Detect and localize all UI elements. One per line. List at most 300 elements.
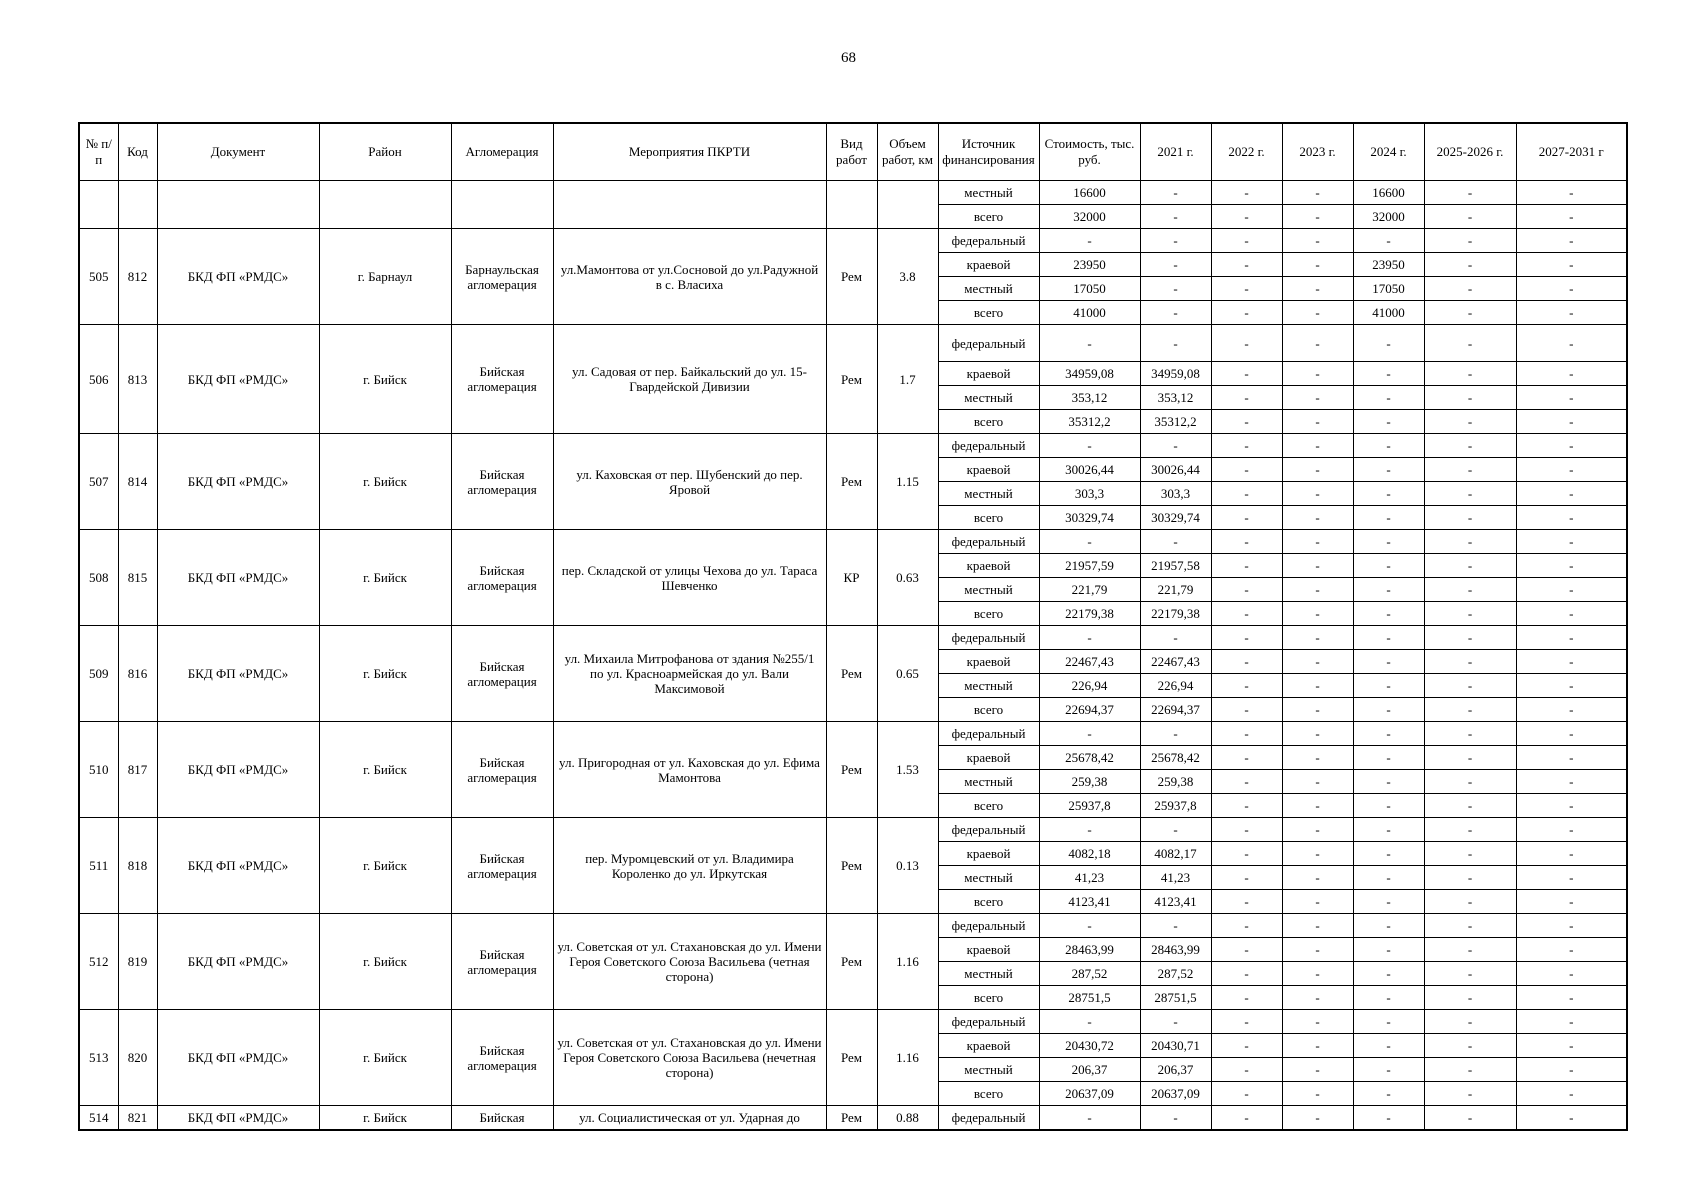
item-volume: 0.63	[877, 530, 938, 626]
year-2022-cell: -	[1211, 410, 1282, 434]
cost-cell: 41,23	[1039, 866, 1140, 890]
year-2023-cell: -	[1282, 1058, 1353, 1082]
year-2024-cell: -	[1353, 410, 1424, 434]
year-2024-cell: -	[1353, 794, 1424, 818]
year-2027-2031-cell: -	[1516, 938, 1627, 962]
item-volume: 1.53	[877, 722, 938, 818]
funding-source: всего	[938, 698, 1039, 722]
year-2022-cell: -	[1211, 554, 1282, 578]
year-2024-cell: -	[1353, 842, 1424, 866]
item-district: г. Бийск	[319, 722, 451, 818]
item-work-type: Рем	[826, 434, 877, 530]
year-2022-cell: -	[1211, 794, 1282, 818]
year-2022-cell: -	[1211, 362, 1282, 386]
year-2023-cell: -	[1282, 362, 1353, 386]
year-2024-cell: -	[1353, 482, 1424, 506]
item-event: ул. Михаила Митрофанова от здания №255/1 по ул. Красноармейская до ул. Вали Максимовой	[553, 626, 826, 722]
item-agglomeration: Бийская агломерация	[451, 914, 553, 1010]
year-2027-2031-cell: -	[1516, 602, 1627, 626]
year-2027-2031-cell: -	[1516, 626, 1627, 650]
cost-cell: 32000	[1039, 205, 1140, 229]
year-2027-2031-cell: -	[1516, 554, 1627, 578]
year-2027-2031-cell: -	[1516, 1082, 1627, 1106]
table-row	[79, 914, 1627, 938]
funding-source: всего	[938, 794, 1039, 818]
item-district: г. Бийск	[319, 914, 451, 1010]
item-district	[319, 181, 451, 229]
year-2022-cell: -	[1211, 325, 1282, 362]
item-work-type: Рем	[826, 722, 877, 818]
year-2022-cell: -	[1211, 650, 1282, 674]
item-event: ул. Садовая от пер. Байкальский до ул. 15-Гвардейской Дивизии	[553, 325, 826, 434]
item-agglomeration	[451, 181, 553, 229]
item-number: 510	[79, 722, 118, 818]
item-agglomeration: Бийская агломерация	[451, 530, 553, 626]
year-2021-cell: -	[1140, 1106, 1211, 1131]
year-2024-cell: -	[1353, 602, 1424, 626]
year-2025-2026-cell: -	[1424, 890, 1516, 914]
year-2022-cell: -	[1211, 530, 1282, 554]
item-number: 509	[79, 626, 118, 722]
year-2021-cell: 287,52	[1140, 962, 1211, 986]
year-2021-cell: -	[1140, 301, 1211, 325]
year-2021-cell: 28751,5	[1140, 986, 1211, 1010]
year-2022-cell: -	[1211, 458, 1282, 482]
funding-source: местный	[938, 482, 1039, 506]
item-document	[157, 181, 319, 229]
year-2023-cell: -	[1282, 650, 1353, 674]
year-2024-cell: -	[1353, 698, 1424, 722]
year-2022-cell: -	[1211, 1010, 1282, 1034]
item-volume: 1.7	[877, 325, 938, 434]
item-event: ул. Социалистическая от ул. Ударная до	[553, 1106, 826, 1131]
item-district: г. Бийск	[319, 818, 451, 914]
year-2025-2026-cell: -	[1424, 253, 1516, 277]
item-event: ул. Каховская от пер. Шубенский до пер. Яровой	[553, 434, 826, 530]
year-2027-2031-cell: -	[1516, 434, 1627, 458]
year-2021-cell: 4082,17	[1140, 842, 1211, 866]
item-event: ул. Пригородная от ул. Каховская до ул. Ефима Мамонтова	[553, 722, 826, 818]
year-2022-cell: -	[1211, 746, 1282, 770]
item-district: г. Бийск	[319, 325, 451, 434]
year-2025-2026-cell: -	[1424, 770, 1516, 794]
year-2021-cell: 221,79	[1140, 578, 1211, 602]
item-work-type	[826, 181, 877, 229]
item-work-type: Рем	[826, 818, 877, 914]
cost-cell: 221,79	[1039, 578, 1140, 602]
year-2022-cell: -	[1211, 1058, 1282, 1082]
year-2022-cell: -	[1211, 962, 1282, 986]
cost-cell: 28751,5	[1039, 986, 1140, 1010]
year-2027-2031-cell: -	[1516, 1010, 1627, 1034]
year-2027-2031-cell: -	[1516, 842, 1627, 866]
year-2024-cell: 16600	[1353, 181, 1424, 205]
item-work-type: Рем	[826, 626, 877, 722]
cost-cell: 34959,08	[1039, 362, 1140, 386]
item-work-type: Рем	[826, 1010, 877, 1106]
year-2021-cell: -	[1140, 722, 1211, 746]
year-2023-cell: -	[1282, 205, 1353, 229]
col-district-header: Район	[319, 123, 451, 181]
year-2025-2026-cell: -	[1424, 410, 1516, 434]
page-number: 68	[841, 50, 856, 66]
item-document: БКД ФП «РМДС»	[157, 722, 319, 818]
cost-cell: 30026,44	[1039, 458, 1140, 482]
year-2027-2031-cell: -	[1516, 674, 1627, 698]
year-2027-2031-cell: -	[1516, 1058, 1627, 1082]
year-2022-cell: -	[1211, 626, 1282, 650]
year-2025-2026-cell: -	[1424, 746, 1516, 770]
item-event: ул. Советская от ул. Стахановская до ул. Имени Героя Советского Союза Васильева (четная сторона)	[553, 914, 826, 1010]
year-2024-cell: -	[1353, 578, 1424, 602]
year-2022-cell: -	[1211, 434, 1282, 458]
item-number: 511	[79, 818, 118, 914]
year-2027-2031-cell: -	[1516, 794, 1627, 818]
col-2021-header: 2021 г.	[1140, 123, 1211, 181]
cost-cell: 20430,72	[1039, 1034, 1140, 1058]
year-2023-cell: -	[1282, 181, 1353, 205]
year-2021-cell: -	[1140, 325, 1211, 362]
year-2027-2031-cell: -	[1516, 650, 1627, 674]
year-2024-cell: -	[1353, 770, 1424, 794]
year-2021-cell: 30329,74	[1140, 506, 1211, 530]
funding-source: краевой	[938, 362, 1039, 386]
cost-cell: 22467,43	[1039, 650, 1140, 674]
year-2027-2031-cell: -	[1516, 770, 1627, 794]
funding-source: всего	[938, 602, 1039, 626]
funding-source: всего	[938, 205, 1039, 229]
cost-cell: -	[1039, 722, 1140, 746]
year-2021-cell: -	[1140, 229, 1211, 253]
cost-cell: -	[1039, 434, 1140, 458]
year-2022-cell: -	[1211, 277, 1282, 301]
year-2023-cell: -	[1282, 818, 1353, 842]
table-row	[79, 722, 1627, 746]
year-2022-cell: -	[1211, 842, 1282, 866]
col-document-header: Документ	[157, 123, 319, 181]
year-2027-2031-cell: -	[1516, 362, 1627, 386]
year-2021-cell: 35312,2	[1140, 410, 1211, 434]
funding-source: всего	[938, 1082, 1039, 1106]
item-volume: 0.13	[877, 818, 938, 914]
year-2023-cell: -	[1282, 434, 1353, 458]
item-work-type: Рем	[826, 914, 877, 1010]
year-2025-2026-cell: -	[1424, 674, 1516, 698]
year-2027-2031-cell: -	[1516, 1034, 1627, 1058]
year-2025-2026-cell: -	[1424, 530, 1516, 554]
funding-source: местный	[938, 386, 1039, 410]
year-2023-cell: -	[1282, 530, 1353, 554]
year-2021-cell: 21957,58	[1140, 554, 1211, 578]
year-2023-cell: -	[1282, 914, 1353, 938]
year-2025-2026-cell: -	[1424, 277, 1516, 301]
year-2022-cell: -	[1211, 818, 1282, 842]
item-document: БКД ФП «РМДС»	[157, 818, 319, 914]
year-2024-cell: -	[1353, 1010, 1424, 1034]
year-2027-2031-cell: -	[1516, 530, 1627, 554]
cost-cell: 25678,42	[1039, 746, 1140, 770]
year-2022-cell: -	[1211, 914, 1282, 938]
item-code: 813	[118, 325, 157, 434]
funding-source: федеральный	[938, 722, 1039, 746]
year-2024-cell: -	[1353, 1058, 1424, 1082]
year-2027-2031-cell: -	[1516, 253, 1627, 277]
item-number: 508	[79, 530, 118, 626]
year-2022-cell: -	[1211, 770, 1282, 794]
year-2023-cell: -	[1282, 229, 1353, 253]
year-2023-cell: -	[1282, 866, 1353, 890]
year-2024-cell: -	[1353, 746, 1424, 770]
year-2023-cell: -	[1282, 1034, 1353, 1058]
year-2024-cell: -	[1353, 722, 1424, 746]
item-event: ул. Советская от ул. Стахановская до ул. Имени Героя Советского Союза Васильева (нечетная сторона)	[553, 1010, 826, 1106]
year-2023-cell: -	[1282, 482, 1353, 506]
year-2021-cell: -	[1140, 434, 1211, 458]
col-source-header: Источник финансирования	[938, 123, 1039, 181]
table-row	[79, 181, 1627, 205]
year-2024-cell: 41000	[1353, 301, 1424, 325]
year-2021-cell: 25678,42	[1140, 746, 1211, 770]
cost-cell: 4123,41	[1039, 890, 1140, 914]
year-2023-cell: -	[1282, 890, 1353, 914]
year-2024-cell: -	[1353, 674, 1424, 698]
year-2024-cell: -	[1353, 650, 1424, 674]
year-2022-cell: -	[1211, 205, 1282, 229]
year-2021-cell: 30026,44	[1140, 458, 1211, 482]
year-2027-2031-cell: -	[1516, 506, 1627, 530]
year-2023-cell: -	[1282, 410, 1353, 434]
year-2021-cell: -	[1140, 818, 1211, 842]
funding-source: краевой	[938, 1034, 1039, 1058]
year-2021-cell: 226,94	[1140, 674, 1211, 698]
year-2021-cell: -	[1140, 205, 1211, 229]
item-agglomeration: Бийская агломерация	[451, 818, 553, 914]
year-2024-cell: -	[1353, 986, 1424, 1010]
funding-source: краевой	[938, 554, 1039, 578]
cost-cell: -	[1039, 626, 1140, 650]
year-2027-2031-cell: -	[1516, 482, 1627, 506]
cost-cell: 259,38	[1039, 770, 1140, 794]
cost-cell: 353,12	[1039, 386, 1140, 410]
item-volume	[877, 181, 938, 229]
year-2023-cell: -	[1282, 506, 1353, 530]
item-number	[79, 181, 118, 229]
year-2027-2031-cell: -	[1516, 301, 1627, 325]
item-event	[553, 181, 826, 229]
year-2021-cell: 259,38	[1140, 770, 1211, 794]
year-2025-2026-cell: -	[1424, 722, 1516, 746]
item-agglomeration: Бийская агломерация	[451, 626, 553, 722]
year-2027-2031-cell: -	[1516, 181, 1627, 205]
col-code-header: Код	[118, 123, 157, 181]
table-row	[79, 626, 1627, 650]
year-2021-cell: -	[1140, 626, 1211, 650]
year-2021-cell: 22467,43	[1140, 650, 1211, 674]
cost-cell: 20637,09	[1039, 1082, 1140, 1106]
item-agglomeration: Бийская агломерация	[451, 325, 553, 434]
funding-source: местный	[938, 674, 1039, 698]
year-2023-cell: -	[1282, 253, 1353, 277]
year-2023-cell: -	[1282, 1082, 1353, 1106]
year-2021-cell: 25937,8	[1140, 794, 1211, 818]
year-2021-cell: 20637,09	[1140, 1082, 1211, 1106]
cost-cell: 17050	[1039, 277, 1140, 301]
item-volume: 1.15	[877, 434, 938, 530]
year-2022-cell: -	[1211, 482, 1282, 506]
year-2023-cell: -	[1282, 962, 1353, 986]
item-district: г. Бийск	[319, 530, 451, 626]
cost-cell: 28463,99	[1039, 938, 1140, 962]
item-code	[118, 181, 157, 229]
item-agglomeration: Бийская агломерация	[451, 722, 553, 818]
year-2025-2026-cell: -	[1424, 578, 1516, 602]
year-2025-2026-cell: -	[1424, 650, 1516, 674]
cost-cell: 16600	[1039, 181, 1140, 205]
table-row	[79, 1106, 1627, 1131]
year-2022-cell: -	[1211, 386, 1282, 410]
item-work-type: Рем	[826, 325, 877, 434]
table-row	[79, 325, 1627, 362]
year-2025-2026-cell: -	[1424, 482, 1516, 506]
item-number: 514	[79, 1106, 118, 1131]
item-code: 820	[118, 1010, 157, 1106]
year-2024-cell: -	[1353, 914, 1424, 938]
year-2025-2026-cell: -	[1424, 914, 1516, 938]
year-2022-cell: -	[1211, 602, 1282, 626]
funding-source: краевой	[938, 253, 1039, 277]
year-2021-cell: 34959,08	[1140, 362, 1211, 386]
funding-source: краевой	[938, 458, 1039, 482]
cost-cell: 22694,37	[1039, 698, 1140, 722]
year-2021-cell: -	[1140, 253, 1211, 277]
year-2024-cell: 17050	[1353, 277, 1424, 301]
year-2022-cell: -	[1211, 253, 1282, 277]
item-code: 815	[118, 530, 157, 626]
year-2025-2026-cell: -	[1424, 842, 1516, 866]
item-number: 505	[79, 229, 118, 325]
cost-cell: -	[1039, 1106, 1140, 1131]
funding-source: всего	[938, 986, 1039, 1010]
year-2024-cell: -	[1353, 818, 1424, 842]
cost-cell: 303,3	[1039, 482, 1140, 506]
item-document: БКД ФП «РМДС»	[157, 325, 319, 434]
table-row	[79, 530, 1627, 554]
item-volume: 1.16	[877, 914, 938, 1010]
funding-source: федеральный	[938, 434, 1039, 458]
year-2024-cell: -	[1353, 866, 1424, 890]
year-2022-cell: -	[1211, 986, 1282, 1010]
year-2023-cell: -	[1282, 794, 1353, 818]
year-2025-2026-cell: -	[1424, 325, 1516, 362]
year-2022-cell: -	[1211, 698, 1282, 722]
year-2025-2026-cell: -	[1424, 205, 1516, 229]
year-2022-cell: -	[1211, 1082, 1282, 1106]
item-agglomeration: Бийская агломерация	[451, 1010, 553, 1106]
year-2027-2031-cell: -	[1516, 890, 1627, 914]
year-2025-2026-cell: -	[1424, 362, 1516, 386]
item-agglomeration: Барнаульская агломерация	[451, 229, 553, 325]
year-2022-cell: -	[1211, 866, 1282, 890]
year-2024-cell: -	[1353, 229, 1424, 253]
year-2025-2026-cell: -	[1424, 1058, 1516, 1082]
funding-source: федеральный	[938, 530, 1039, 554]
year-2022-cell: -	[1211, 1106, 1282, 1131]
item-code: 821	[118, 1106, 157, 1131]
col-agglomeration-header: Агломерация	[451, 123, 553, 181]
col-2024-header: 2024 г.	[1353, 123, 1424, 181]
year-2025-2026-cell: -	[1424, 1034, 1516, 1058]
year-2023-cell: -	[1282, 722, 1353, 746]
year-2024-cell: -	[1353, 530, 1424, 554]
funding-source: местный	[938, 181, 1039, 205]
year-2023-cell: -	[1282, 1010, 1353, 1034]
funding-source: федеральный	[938, 626, 1039, 650]
cost-cell: -	[1039, 1010, 1140, 1034]
cost-cell: 25937,8	[1039, 794, 1140, 818]
funding-source: краевой	[938, 650, 1039, 674]
year-2024-cell: -	[1353, 890, 1424, 914]
col-num-header: № п/п	[79, 123, 118, 181]
year-2024-cell: -	[1353, 458, 1424, 482]
funding-source: федеральный	[938, 325, 1039, 362]
year-2025-2026-cell: -	[1424, 1106, 1516, 1131]
cost-cell: -	[1039, 229, 1140, 253]
item-document: БКД ФП «РМДС»	[157, 914, 319, 1010]
funding-source: федеральный	[938, 818, 1039, 842]
table-row	[79, 1010, 1627, 1034]
funding-source: всего	[938, 890, 1039, 914]
item-event: ул.Мамонтова от ул.Сосновой до ул.Радужной в с. Власиха	[553, 229, 826, 325]
year-2027-2031-cell: -	[1516, 746, 1627, 770]
year-2025-2026-cell: -	[1424, 181, 1516, 205]
year-2021-cell: -	[1140, 530, 1211, 554]
year-2021-cell: 206,37	[1140, 1058, 1211, 1082]
item-document: БКД ФП «РМДС»	[157, 1010, 319, 1106]
funding-source: федеральный	[938, 914, 1039, 938]
cost-cell: 30329,74	[1039, 506, 1140, 530]
year-2023-cell: -	[1282, 602, 1353, 626]
year-2022-cell: -	[1211, 722, 1282, 746]
table-row	[79, 229, 1627, 253]
year-2027-2031-cell: -	[1516, 277, 1627, 301]
year-2021-cell: 303,3	[1140, 482, 1211, 506]
col-2023-header: 2023 г.	[1282, 123, 1353, 181]
year-2025-2026-cell: -	[1424, 962, 1516, 986]
item-document: БКД ФП «РМДС»	[157, 530, 319, 626]
item-district: г. Бийск	[319, 1106, 451, 1131]
funding-source: местный	[938, 1058, 1039, 1082]
cost-cell: -	[1039, 325, 1140, 362]
year-2021-cell: -	[1140, 277, 1211, 301]
item-work-type: Рем	[826, 229, 877, 325]
item-volume: 0.65	[877, 626, 938, 722]
year-2025-2026-cell: -	[1424, 458, 1516, 482]
year-2027-2031-cell: -	[1516, 229, 1627, 253]
year-2025-2026-cell: -	[1424, 626, 1516, 650]
year-2027-2031-cell: -	[1516, 410, 1627, 434]
year-2022-cell: -	[1211, 578, 1282, 602]
funding-source: местный	[938, 962, 1039, 986]
col-cost-header: Стоимость, тыс. руб.	[1039, 123, 1140, 181]
year-2023-cell: -	[1282, 746, 1353, 770]
item-number: 512	[79, 914, 118, 1010]
year-2021-cell: 22179,38	[1140, 602, 1211, 626]
year-2025-2026-cell: -	[1424, 986, 1516, 1010]
year-2027-2031-cell: -	[1516, 325, 1627, 362]
cost-cell: -	[1039, 914, 1140, 938]
item-event: пер. Муромцевский от ул. Владимира Короленко до ул. Иркутская	[553, 818, 826, 914]
funding-source: федеральный	[938, 229, 1039, 253]
